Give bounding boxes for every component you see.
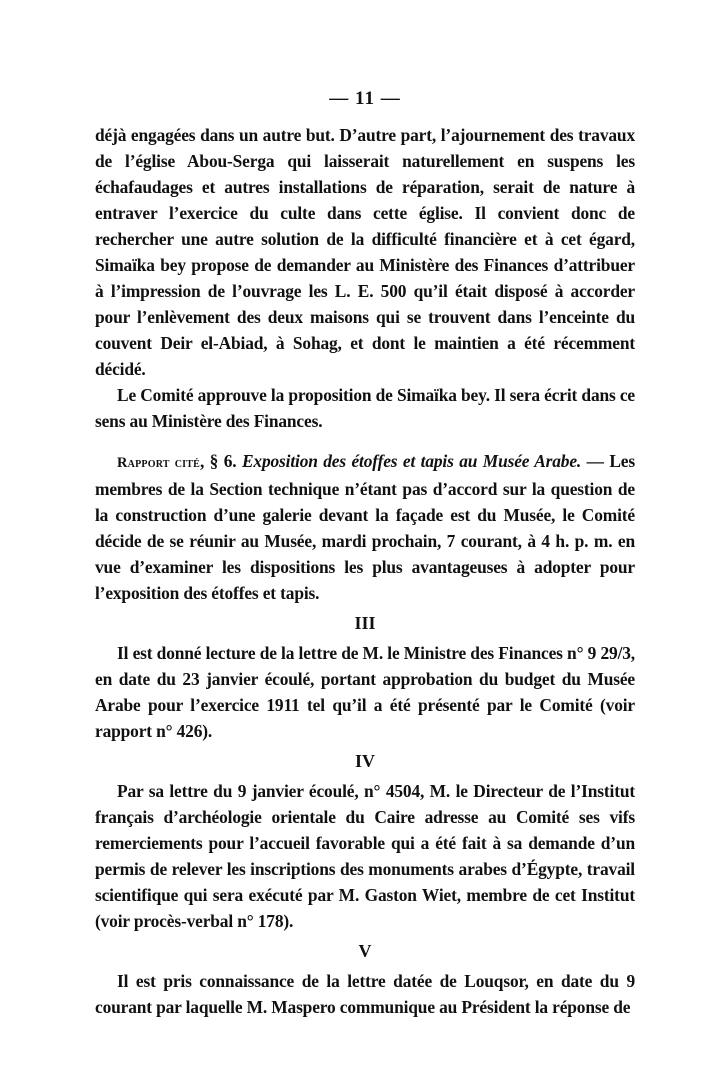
paragraph-comite-approuve: Le Comité approuve la proposition de Simaïka bey. Il sera écrit dans ce sens au Ministère des Finances.	[95, 385, 635, 431]
page-number: — 11 —	[329, 88, 401, 109]
document-page	[95, 88, 635, 1020]
rapport-section-ref: , § 6.	[200, 451, 242, 471]
exposition-title: Exposition des étoffes et tapis au Musée Arabe.	[241, 451, 582, 471]
paragraph-rapport-cite	[95, 448, 635, 606]
section-heading-v: V	[358, 941, 372, 961]
paragraph-louqsor: Il est pris connaissance de la lettre datée de Louqsor, en date du 9 courant par laquelle M. Maspero communique au Président la réponse de	[95, 971, 635, 1017]
exposition-body: — Les membres de la Section technique n’étant pas d’accord sur la question de la construction d’une galerie devant la façade est du Musée, le Comité décide de se réunir au Musée, mardi prochain, 7 courant, à 4 h. p. m. en vue d’examiner les dispositions les plus avantageuses à adopter pour l’exposition des étoffes et tapis.	[95, 451, 635, 603]
rapport-cite-label: Rapport cité	[117, 455, 200, 471]
paragraph-budget: Il est donné lecture de la lettre de M. le Ministre des Finances n° 9 29/3, en date du 23 janvier écoulé, portant approbation du budget du Musée Arabe pour l’exercice 1911 tel qu’il a été présenté par le Comité (voir rapport n° 426).	[95, 643, 635, 741]
section-heading-iii: III	[354, 613, 376, 633]
paragraph-abou-serga: déjà engagées dans un autre but. D’autre part, l’ajournement des travaux de l’église Abou-Serga qui laisserait naturellement en suspens les échafaudages et autres installations de réparation, serait de nature à entraver l’exercice du culte dans cette église. Il convient donc de rechercher une autre solution de la difficulté financière et à cet égard, Simaïka bey propose de demander au Ministère des Finances d’attribuer à l’impression de l’ouvrage les L. E. 500 qu’il était disposé à accorder pour l’enlèvement des deux maisons qui se trouvent dans l’enceinte du couvent Deir el-Abiad, à Sohag, et dont le maintien a été récemment décidé.	[95, 125, 635, 379]
paragraph-institut: Par sa lettre du 9 janvier écoulé, n° 4504, M. le Directeur de l’Institut français d’archéologie orientale du Caire adresse au Comité ses vifs remerciements pour l’accueil favorable qui a été fait à sa demande d’un permis de relever les inscriptions des monuments arabes d’Égypte, travail scientifique qui sera exécuté par M. Gaston Wiet, membre de cet Institut (voir procès-verbal n° 178).	[95, 781, 635, 931]
section-heading-iv: IV	[354, 751, 375, 771]
